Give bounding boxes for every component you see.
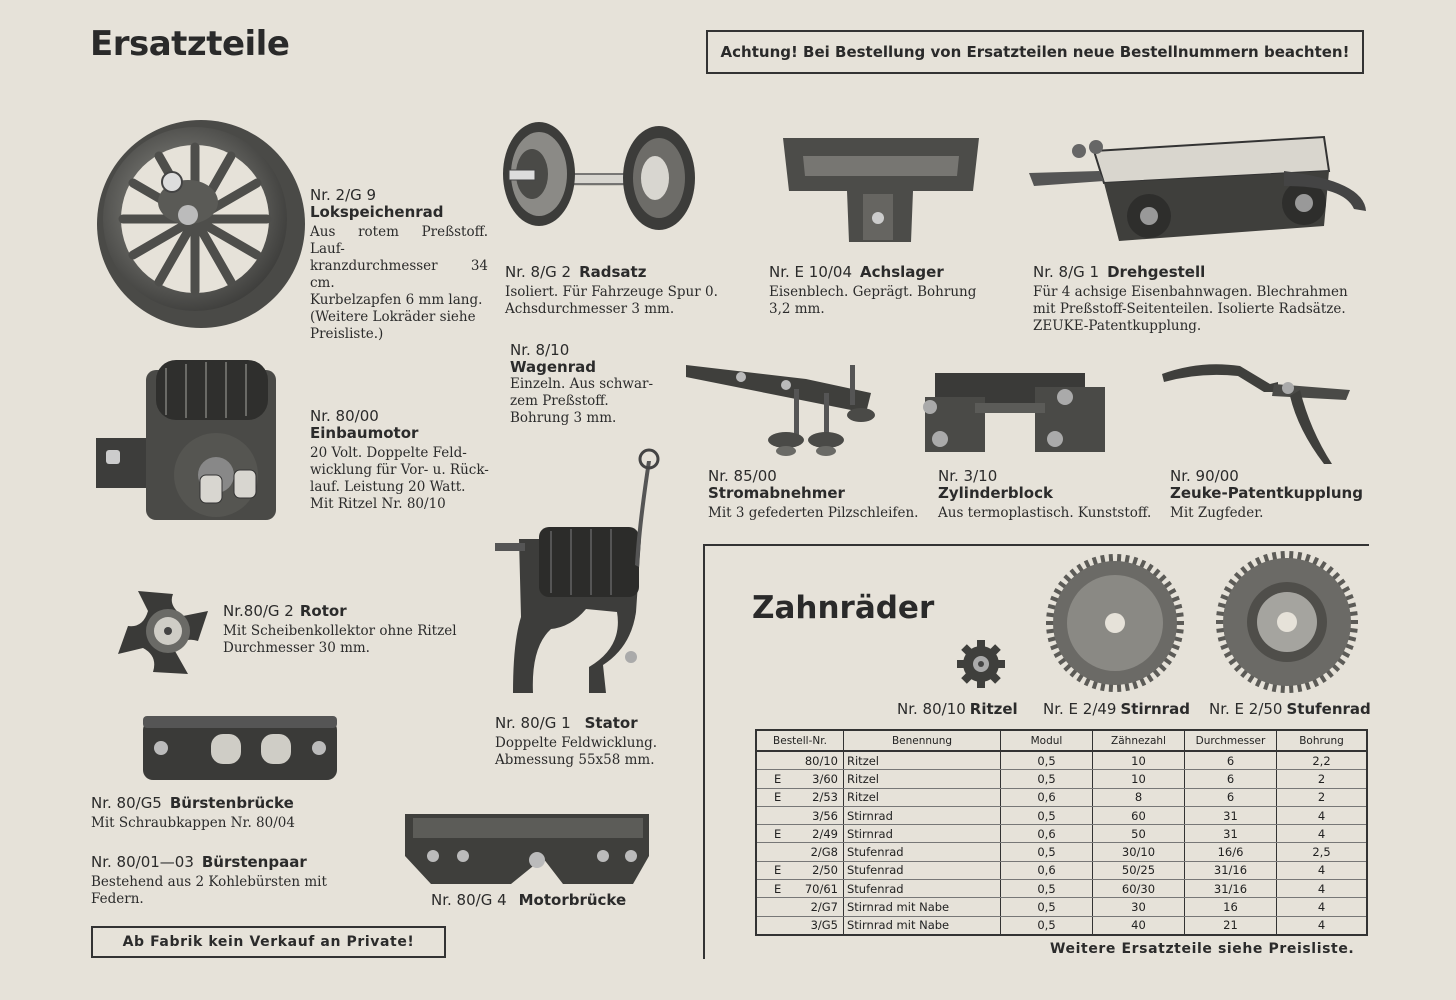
gear-name: Ritzel xyxy=(969,700,1018,718)
cell-name: Stirnrad xyxy=(844,825,1001,843)
column-header: Benennung xyxy=(844,730,1001,751)
cell-teeth: 40 xyxy=(1093,916,1185,935)
part-nr: Nr. 80/G 1 xyxy=(495,714,571,732)
part-nr: Nr. 80/00 xyxy=(310,407,379,425)
cell-teeth: 10 xyxy=(1093,751,1185,770)
gears-table xyxy=(755,729,1368,936)
cell-teeth: 30 xyxy=(1093,898,1185,916)
cell-order xyxy=(756,751,844,770)
part-nr: Nr. E 10/04 xyxy=(769,263,853,281)
gear-nr: Nr. E 2/50 xyxy=(1209,700,1283,718)
part-desc: Eisenblech. Geprägt. Bohrung 3,2 mm. xyxy=(769,284,977,317)
cell-order-nr: 2/53 xyxy=(812,790,838,805)
part-buerstenbruecke xyxy=(91,795,371,832)
part-name: Drehgestell xyxy=(1107,263,1206,281)
gear-nr: Nr. E 2/49 xyxy=(1043,700,1117,718)
gear-name: Stirnrad xyxy=(1120,700,1190,718)
cell-name: Ritzel xyxy=(844,788,1001,806)
part-name: Achslager xyxy=(860,263,944,281)
cell-diameter: 6 xyxy=(1185,751,1277,770)
cell-order xyxy=(756,788,844,806)
cell-modul: 0,6 xyxy=(1001,825,1093,843)
cell-teeth: 50/25 xyxy=(1093,861,1185,879)
gear-label-stirnrad xyxy=(1043,700,1190,718)
column-header: Zähnezahl xyxy=(1093,730,1185,751)
part-nr: Nr. 3/10 xyxy=(938,467,998,485)
part-name: Radsatz xyxy=(579,263,647,281)
radsatz-image xyxy=(499,118,699,231)
cell-order xyxy=(756,825,844,843)
cell-order-nr: 80/10 xyxy=(804,753,838,768)
cell-modul: 0,6 xyxy=(1001,788,1093,806)
cell-teeth: 60 xyxy=(1093,806,1185,824)
cell-teeth: 60/30 xyxy=(1093,880,1185,898)
cell-name: Stirnrad mit Nabe xyxy=(844,916,1001,935)
footnote: Weitere Ersatzteile siehe Preisliste. xyxy=(1050,941,1355,957)
part-desc: Aus termoplastisch. Kunststoff. xyxy=(938,505,1152,521)
column-header: Bestell-Nr. xyxy=(756,730,844,751)
order-notice: Achtung! Bei Bestellung von Ersatzteilen neue Bestellnummern beachten! xyxy=(706,30,1364,74)
cell-order-prefix: E xyxy=(774,790,782,805)
cell-modul: 0,5 xyxy=(1001,770,1093,788)
cell-modul: 0,5 xyxy=(1001,898,1093,916)
part-desc: 20 Volt. Doppelte Feld- wicklung für Vor- u. Rück- lauf. Leistung 20 Watt. Mit Ritzel Nr. 80/10 xyxy=(310,445,489,512)
page-title: Ersatzteile xyxy=(90,24,290,64)
cell-order xyxy=(756,770,844,788)
part-desc: Mit 3 gefederten Pilzschleifen. xyxy=(708,505,919,521)
cell-name: Stufenrad xyxy=(844,861,1001,879)
part-desc: Doppelte Feldwicklung. Abmessung 55x58 mm. xyxy=(495,735,658,768)
cell-bore: 4 xyxy=(1277,880,1368,898)
part-desc: Mit Schraubkappen Nr. 80/04 xyxy=(91,815,295,831)
cell-bore: 4 xyxy=(1277,861,1368,879)
part-nr: Nr. 85/00 xyxy=(708,467,777,485)
stromabnehmer-image xyxy=(686,355,878,463)
part-nr: Nr. 90/00 xyxy=(1170,467,1239,485)
cell-diameter: 31/16 xyxy=(1185,880,1277,898)
part-name: Stromabnehmer xyxy=(708,484,845,502)
cell-diameter: 6 xyxy=(1185,788,1277,806)
cell-order-nr: 3/G5 xyxy=(810,918,838,933)
cell-order-nr: 2/G7 xyxy=(810,900,838,915)
cell-order xyxy=(756,806,844,824)
part-name: Einbaumotor xyxy=(310,424,419,442)
zylinderblock-image xyxy=(915,367,1107,457)
table-row xyxy=(756,843,1367,861)
part-desc: Einzeln. Aus schwar- zem Preßstoff. Bohrung 3 mm. xyxy=(510,376,654,426)
part-name: Wagenrad xyxy=(510,358,596,376)
cell-name: Stirnrad xyxy=(844,806,1001,824)
cell-modul: 0,5 xyxy=(1001,843,1093,861)
cell-bore: 4 xyxy=(1277,825,1368,843)
cell-bore: 2 xyxy=(1277,788,1368,806)
part-nr: Nr. 8/G 1 xyxy=(1033,263,1100,281)
cell-order-nr: 70/61 xyxy=(804,881,838,896)
cell-order xyxy=(756,898,844,916)
column-header: Modul xyxy=(1001,730,1093,751)
table-row xyxy=(756,751,1367,770)
table-row xyxy=(756,788,1367,806)
cell-modul: 0,5 xyxy=(1001,880,1093,898)
part-radsatz xyxy=(505,264,745,318)
part-name: Zeuke-Patentkupplung xyxy=(1170,484,1363,502)
kupplung-image xyxy=(1160,360,1360,466)
part-lokspeichenrad xyxy=(310,187,488,343)
cell-order xyxy=(756,861,844,879)
table-row xyxy=(756,825,1367,843)
cell-teeth: 50 xyxy=(1093,825,1185,843)
part-nr: Nr.80/G 2 xyxy=(223,602,294,620)
motorbruecke-image xyxy=(403,808,651,886)
cell-order-prefix: E xyxy=(774,863,782,878)
table-row xyxy=(756,916,1367,935)
cell-order-nr: 2/49 xyxy=(812,826,838,841)
gear-label-stufenrad xyxy=(1209,700,1371,718)
cell-diameter: 6 xyxy=(1185,770,1277,788)
part-name: Zylinderblock xyxy=(938,484,1053,502)
part-zylinderblock xyxy=(938,468,1168,522)
cell-diameter: 31 xyxy=(1185,806,1277,824)
cell-bore: 4 xyxy=(1277,916,1368,935)
achslager-image xyxy=(783,136,979,242)
gear-label-ritzel xyxy=(897,700,1018,718)
gears-title: Zahnräder xyxy=(752,590,935,626)
cell-teeth: 30/10 xyxy=(1093,843,1185,861)
cell-order-nr: 3/56 xyxy=(812,808,838,823)
cell-name: Stufenrad xyxy=(844,843,1001,861)
cell-modul: 0,5 xyxy=(1001,806,1093,824)
part-name: Bürstenbrücke xyxy=(169,794,294,812)
cell-diameter: 31/16 xyxy=(1185,861,1277,879)
cell-order-nr: 2/50 xyxy=(812,863,838,878)
part-einbaumotor xyxy=(310,408,495,513)
part-nr: Nr. 8/G 2 xyxy=(505,263,572,281)
part-name: Bürstenpaar xyxy=(201,853,307,871)
part-kupplung xyxy=(1170,468,1370,522)
part-desc: Mit Zugfeder. xyxy=(1170,505,1264,521)
part-nr: Nr. 80/01—03 xyxy=(91,853,194,871)
cell-order-prefix: E xyxy=(774,826,782,841)
table-row xyxy=(756,880,1367,898)
cell-modul: 0,5 xyxy=(1001,916,1093,935)
cell-bore: 2 xyxy=(1277,770,1368,788)
part-achslager xyxy=(769,264,1009,318)
part-name: Lokspeichenrad xyxy=(310,203,444,221)
stator-image xyxy=(491,447,671,695)
part-name: Motorbrücke xyxy=(518,891,627,909)
cell-name: Ritzel xyxy=(844,751,1001,770)
part-name: Rotor xyxy=(299,602,347,620)
private-notice: Ab Fabrik kein Verkauf an Private! xyxy=(91,926,446,958)
cell-order-prefix: E xyxy=(774,881,782,896)
part-motorbruecke xyxy=(431,892,671,909)
cell-diameter: 31 xyxy=(1185,825,1277,843)
cell-name: Ritzel xyxy=(844,770,1001,788)
column-header: Bohrung xyxy=(1277,730,1368,751)
cell-modul: 0,5 xyxy=(1001,751,1093,770)
cell-teeth: 8 xyxy=(1093,788,1185,806)
cell-diameter: 21 xyxy=(1185,916,1277,935)
part-desc: Isoliert. Für Fahrzeuge Spur 0. Achsdurchmesser 3 mm. xyxy=(505,284,718,317)
part-stromabnehmer xyxy=(708,468,938,522)
part-nr: Nr. 8/10 xyxy=(510,341,570,359)
cell-bore: 2,2 xyxy=(1277,751,1368,770)
drehgestell-image xyxy=(1024,131,1368,243)
cell-modul: 0,6 xyxy=(1001,861,1093,879)
table-row xyxy=(756,770,1367,788)
cell-order-nr: 2/G8 xyxy=(810,845,838,860)
part-rotor xyxy=(223,603,483,657)
cell-teeth: 10 xyxy=(1093,770,1185,788)
cell-bore: 4 xyxy=(1277,806,1368,824)
cell-order xyxy=(756,843,844,861)
table-header-row xyxy=(756,730,1367,751)
column-header: Durchmesser xyxy=(1185,730,1277,751)
gear-name: Stufenrad xyxy=(1286,700,1371,718)
table-row xyxy=(756,898,1367,916)
cell-bore: 2,5 xyxy=(1277,843,1368,861)
cell-order xyxy=(756,880,844,898)
part-nr: Nr. 80/G 4 xyxy=(431,891,507,909)
part-name: Stator xyxy=(584,714,638,732)
part-buerstenpaar xyxy=(91,854,346,908)
cell-diameter: 16 xyxy=(1185,898,1277,916)
table-row xyxy=(756,861,1367,879)
cell-order-prefix: E xyxy=(774,771,782,786)
cell-name: Stufenrad xyxy=(844,880,1001,898)
part-drehgestell xyxy=(1033,264,1373,335)
part-desc: Mit Scheibenkollektor ohne Ritzel Durchmesser 30 mm. xyxy=(223,623,457,656)
cell-diameter: 16/6 xyxy=(1185,843,1277,861)
part-desc: Aus rotem Preßstoff. Lauf- kranzdurchmesser 34 cm. Kurbelzapfen 6 mm lang. (Weitere Lokräder siehe Preisliste.) xyxy=(310,224,488,342)
cell-order-nr: 3/60 xyxy=(812,771,838,786)
cell-order xyxy=(756,916,844,935)
buerstenbruecke-image xyxy=(143,716,337,784)
part-desc: Für 4 achsige Eisenbahnwagen. Blechrahmen mit Preßstoff-Seitenteilen. Isolierte Radsätze. ZEUKE-Patentkupplung. xyxy=(1033,284,1348,334)
cell-name: Stirnrad mit Nabe xyxy=(844,898,1001,916)
part-desc: Bestehend aus 2 Kohlebürsten mit Federn. xyxy=(91,874,327,907)
part-nr: Nr. 2/G 9 xyxy=(310,186,377,204)
einbaumotor-image xyxy=(96,350,296,530)
part-stator xyxy=(495,715,695,769)
part-wagenrad xyxy=(510,342,680,427)
gear-nr: Nr. 80/10 xyxy=(897,700,966,718)
cell-bore: 4 xyxy=(1277,898,1368,916)
rotor-image xyxy=(113,586,213,678)
part-nr: Nr. 80/G5 xyxy=(91,794,162,812)
lokspeichenrad-image xyxy=(96,117,306,331)
table-row xyxy=(756,806,1367,824)
